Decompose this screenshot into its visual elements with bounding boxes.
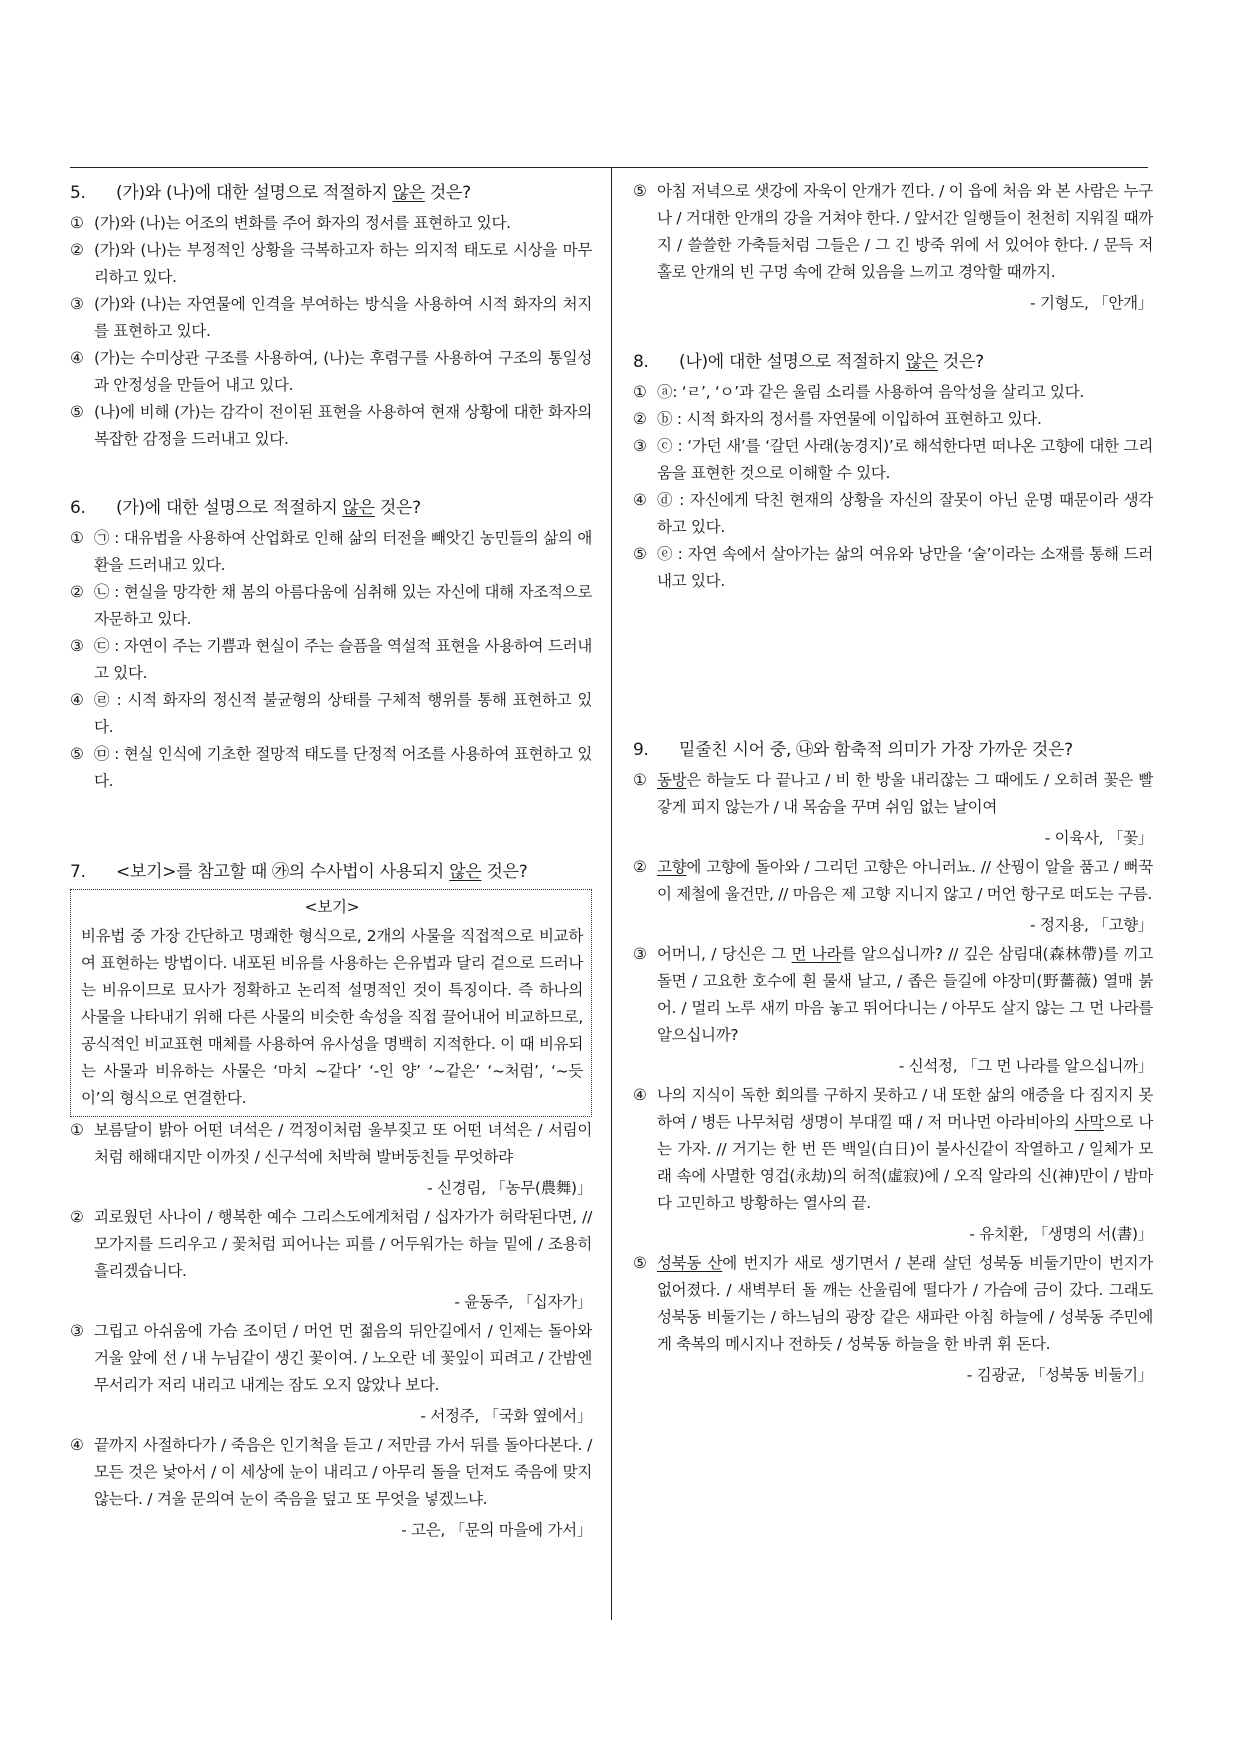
option-2[interactable]: ② ⓑ : 시적 화자의 정서를 자연물에 이입하여 표현하고 있다.: [633, 410, 1042, 428]
option-5[interactable]: ⑤ (나)에 비해 (가)는 감각이 전이된 표현을 사용하여 현재 상황에 대한 화자의 복잡한 감정을 드러내고 있다.: [70, 403, 592, 448]
option-4[interactable]: ④ 끝까지 사절하다가 / 죽음은 인기척을 듣고 / 저만큼 가서 뒤를 돌아다본다. / 모든 것은 낯아서 / 이 세상에 눈이 내리고 / 아무리 돌을 던져도 죽음에 맞지 않는다. / 겨울 문의여 눈이 죽음을 덮고 또 무엇을 넣겠느냐.: [70, 1436, 592, 1508]
poem-source: - 이육사, 「꽃」: [1044, 829, 1153, 847]
underlined-word: 먼 나라: [791, 945, 842, 963]
poem-source: - 유치환, 「생명의 서(書)」: [969, 1225, 1153, 1243]
option-5[interactable]: ⑤ 성북동 산에 번지가 새로 생기면서 / 본래 살던 성북동 비둘기만이 번지가 없어졌다. / 새벽부터 돌 깨는 산울림에 떨다가 / 가슴에 금이 갔다. 그래도 성북동 비둘기는 / 하느님의 광장 같은 새파란 아침 하늘에 / 성북동 주민에게 축복의 메시지나 전하듯 / 성북동 하늘을 한 바퀴 휘 돈다.: [633, 1254, 1153, 1353]
option-5[interactable]: ⑤ ⓔ : 자연 속에서 살아가는 삶의 여유와 낭만을 ‘술’이라는 소재를 통해 드러내고 있다.: [633, 545, 1153, 590]
question-title: 8. (나)에 대한 설명으로 적절하지 않은 것은?: [633, 347, 1153, 377]
option-3[interactable]: ③ ⓒ : ‘가던 새’를 ‘갈던 사래(농경지)’로 해석한다면 떠나온 고향에 대한 그리움을 표현한 것으로 이해할 수 있다.: [633, 437, 1153, 482]
poem-source: - 정지용, 「고향」: [1030, 916, 1153, 934]
poem-source: - 윤동주, 「십자가」: [454, 1293, 592, 1311]
underlined-word: 고향: [657, 858, 687, 876]
question-title: 7. <보기>를 참고할 때 ㉮의 수사법이 사용되지 않은 것은?: [70, 857, 592, 887]
option-4[interactable]: ④ (가)는 수미상관 구조를 사용하여, (나)는 후렴구를 사용하여 구조의 통일성과 안정성을 만들어 내고 있다.: [70, 349, 592, 394]
question-title: 9. 밑줄친 시어 중, ㉯와 함축적 의미가 가장 가까운 것은?: [633, 735, 1153, 765]
option-2[interactable]: ② ㉡ : 현실을 망각한 채 봄의 아름다움에 심취해 있는 자신에 대해 자조적으로 자문하고 있다.: [70, 583, 592, 628]
reference-box-text: 비유법 중 가장 간단하고 명쾌한 형식으로, 2개의 사물을 직접적으로 비교하여 표현하는 방법이다. 내포된 비유를 사용하는 은유법과 달리 겉으로 드러나는 비유이므로 묘사가 정확하고 논리적 설명적인 것이 특징이다. 즉 하나의 사물을 나타내기 위해 다른 사물의 비슷한 속성을 직접 끌어내어 비교하므로, 공식적인 비교표현 매체를 사용하여 유사성을 명백히 지적한다. 이 때 비유되는 사물과 비유하는 사물은 ‘마치 ~같다’ ‘-인 양’ ‘~같은’ ‘~처럼’, ‘~듯이’의 형식으로 연결한다.: [81, 927, 583, 1107]
underlined-word: 사막: [1074, 1113, 1104, 1131]
reference-box-title: <보기>: [304, 898, 360, 916]
option-3[interactable]: ③ 어머니, / 당신은 그 먼 나라를 알으십니까? // 깊은 삼림대(森林帶)를 끼고 돌면 / 고요한 호수에 흰 물새 날고, / 좁은 들길에 야장미(野薔薇) 열매 붉어. / 멀리 노루 새끼 마음 놓고 뛰어다니는 / 아무도 살지 않는 그 먼 나라를 알으십니까?: [633, 945, 1153, 1044]
right-column: [633, 178, 1153, 1391]
option-5[interactable]: ⑤ ㉤ : 현실 인식에 기초한 절망적 태도를 단정적 어조를 사용하여 표현하고 있다.: [70, 745, 592, 790]
underlined-keyword: 않은: [905, 352, 938, 372]
question-number: 5.: [70, 183, 86, 203]
poem-source: - 기형도, 「안개」: [1030, 294, 1153, 312]
option-3[interactable]: ③ 그립고 아쉬움에 가슴 조이던 / 머언 먼 젊음의 뒤안길에서 / 인제는 돌아와 거울 앞에 선 / 내 누님같이 생긴 꽃이여. / 노오란 네 꽃잎이 피려고 / 간밤엔 무서리가 저리 내리고 내게는 잠도 오지 않았나 보다.: [70, 1322, 592, 1394]
question-number: 6.: [70, 498, 86, 518]
question-6: [70, 493, 592, 795]
question-7: [70, 857, 592, 1544]
option-3[interactable]: ③ ㉢ : 자연이 주는 기쁨과 현실이 주는 슬픔을 역설적 표현을 사용하여 드러내고 있다.: [70, 637, 592, 682]
option-1[interactable]: ① (가)와 (나)는 어조의 변화를 주어 화자의 정서를 표현하고 있다.: [70, 214, 511, 232]
underlined-word: 동방: [657, 771, 687, 789]
option-2[interactable]: ② (가)와 (나)는 부정적인 상황을 극복하고자 하는 의지적 태도로 시상을 마무리하고 있다.: [70, 241, 592, 286]
underlined-keyword: 않은: [342, 498, 375, 518]
question-number: 8.: [633, 352, 649, 372]
poem-source: - 고은, 「문의 마을에 가서」: [401, 1521, 592, 1539]
option-4[interactable]: ④ ⓓ : 자신에게 닥친 현재의 상황을 자신의 잘못이 아닌 운명 때문이라 생각하고 있다.: [633, 491, 1153, 536]
question-number: 9.: [633, 740, 649, 760]
poem-source: - 신석정, 「그 먼 나라를 알으십니까」: [898, 1057, 1153, 1075]
question-title: 6. (가)에 대한 설명으로 적절하지 않은 것은?: [70, 493, 592, 523]
option-5[interactable]: ⑤ 아침 저녁으로 샛강에 자욱이 안개가 낀다. / 이 읍에 처음 와 본 사람은 누구나 / 거대한 안개의 강을 거쳐야 한다. / 앞서간 일행들이 천천히 지워질 때까지 / 쓸쓸한 가축들처럼 그들은 / 그 긴 방죽 위에 서 있어야 한다. / 문득 저 홀로 안개의 빈 구멍 속에 갇혀 있음을 느끼고 경악할 때까지.: [633, 182, 1153, 281]
option-2[interactable]: ② 괴로웠던 사나이 / 행복한 예수 그리스도에게처럼 / 십자가가 허락된다면, // 모가지를 드리우고 / 꽃처럼 피어나는 피를 / 어두워가는 하늘 밑에 / 조용히 흘리겠습니다.: [70, 1208, 592, 1280]
question-7-continued: [633, 178, 1153, 317]
header-rule: [70, 167, 1148, 168]
underlined-keyword: 않은: [449, 862, 482, 882]
option-4[interactable]: ④ ㉣ : 시적 화자의 정신적 불균형의 상태를 구체적 행위를 통해 표현하고 있다.: [70, 691, 592, 736]
poem-source: - 김광균, 「성북동 비둘기」: [966, 1366, 1153, 1384]
underlined-keyword: 않은: [392, 183, 425, 203]
question-number: 7.: [70, 862, 86, 882]
poem-source: - 서정주, 「국화 옆에서」: [420, 1407, 592, 1425]
option-1[interactable]: ① ⓐ: ‘ㄹ’, ‘ㅇ’과 같은 울림 소리를 사용하여 음악성을 살리고 있다.: [633, 383, 1085, 401]
option-3[interactable]: ③ (가)와 (나)는 자연물에 인격을 부여하는 방식을 사용하여 시적 화자의 처지를 표현하고 있다.: [70, 295, 592, 340]
option-1[interactable]: ① ㉠ : 대유법을 사용하여 산업화로 인해 삶의 터전을 빼앗긴 농민들의 삶의 애환을 드러내고 있다.: [70, 529, 592, 574]
option-1[interactable]: ① 보름달이 밝아 어떤 녀석은 / 꺽정이처럼 울부짖고 또 어떤 녀석은 / 서림이처럼 해해대지만 이까짓 / 신구석에 처박혀 발버둥친들 무엇하랴: [70, 1121, 592, 1166]
option-2[interactable]: ② 고향에 고향에 돌아와 / 그리던 고향은 아니러뇨. // 산꿩이 알을 품고 / 뻐꾹이 제철에 울건만, // 마음은 제 고향 지니지 않고 / 머언 항구로 떠도는 구름.: [633, 858, 1153, 903]
question-title: 5. (가)와 (나)에 대한 설명으로 적절하지 않은 것은?: [70, 178, 592, 208]
question-9: [633, 735, 1153, 1389]
reference-box: [70, 889, 592, 1117]
left-column: [70, 178, 592, 1546]
underlined-word: 성북동 산: [657, 1254, 723, 1272]
poem-source: - 신경림, 「농무(農舞)」: [427, 1179, 592, 1197]
column-divider: [611, 168, 612, 1620]
question-8: [633, 347, 1153, 595]
option-4[interactable]: ④ 나의 지식이 독한 회의를 구하지 못하고 / 내 또한 삶의 애증을 다 짐지지 못하여 / 병든 나무처럼 생명이 부대낄 때 / 저 머나먼 아라비아의 사막으로 나는 가자. // 거기는 한 번 뜬 백일(白日)이 불사신같이 작열하고 / 일체가 모래 속에 사멸한 영겁(永劫)의 허적(虛寂)에 / 오직 알라의 신(神)만이 / 밤마다 고민하고 방황하는 열사의 끝.: [633, 1086, 1153, 1212]
option-1[interactable]: ① 동방은 하늘도 다 끝나고 / 비 한 방울 내리잖는 그 때에도 / 오히려 꽃은 빨갛게 피지 않는가 / 내 목숨을 꾸며 쉬임 없는 날이여: [633, 771, 1153, 816]
question-5: [70, 178, 592, 453]
